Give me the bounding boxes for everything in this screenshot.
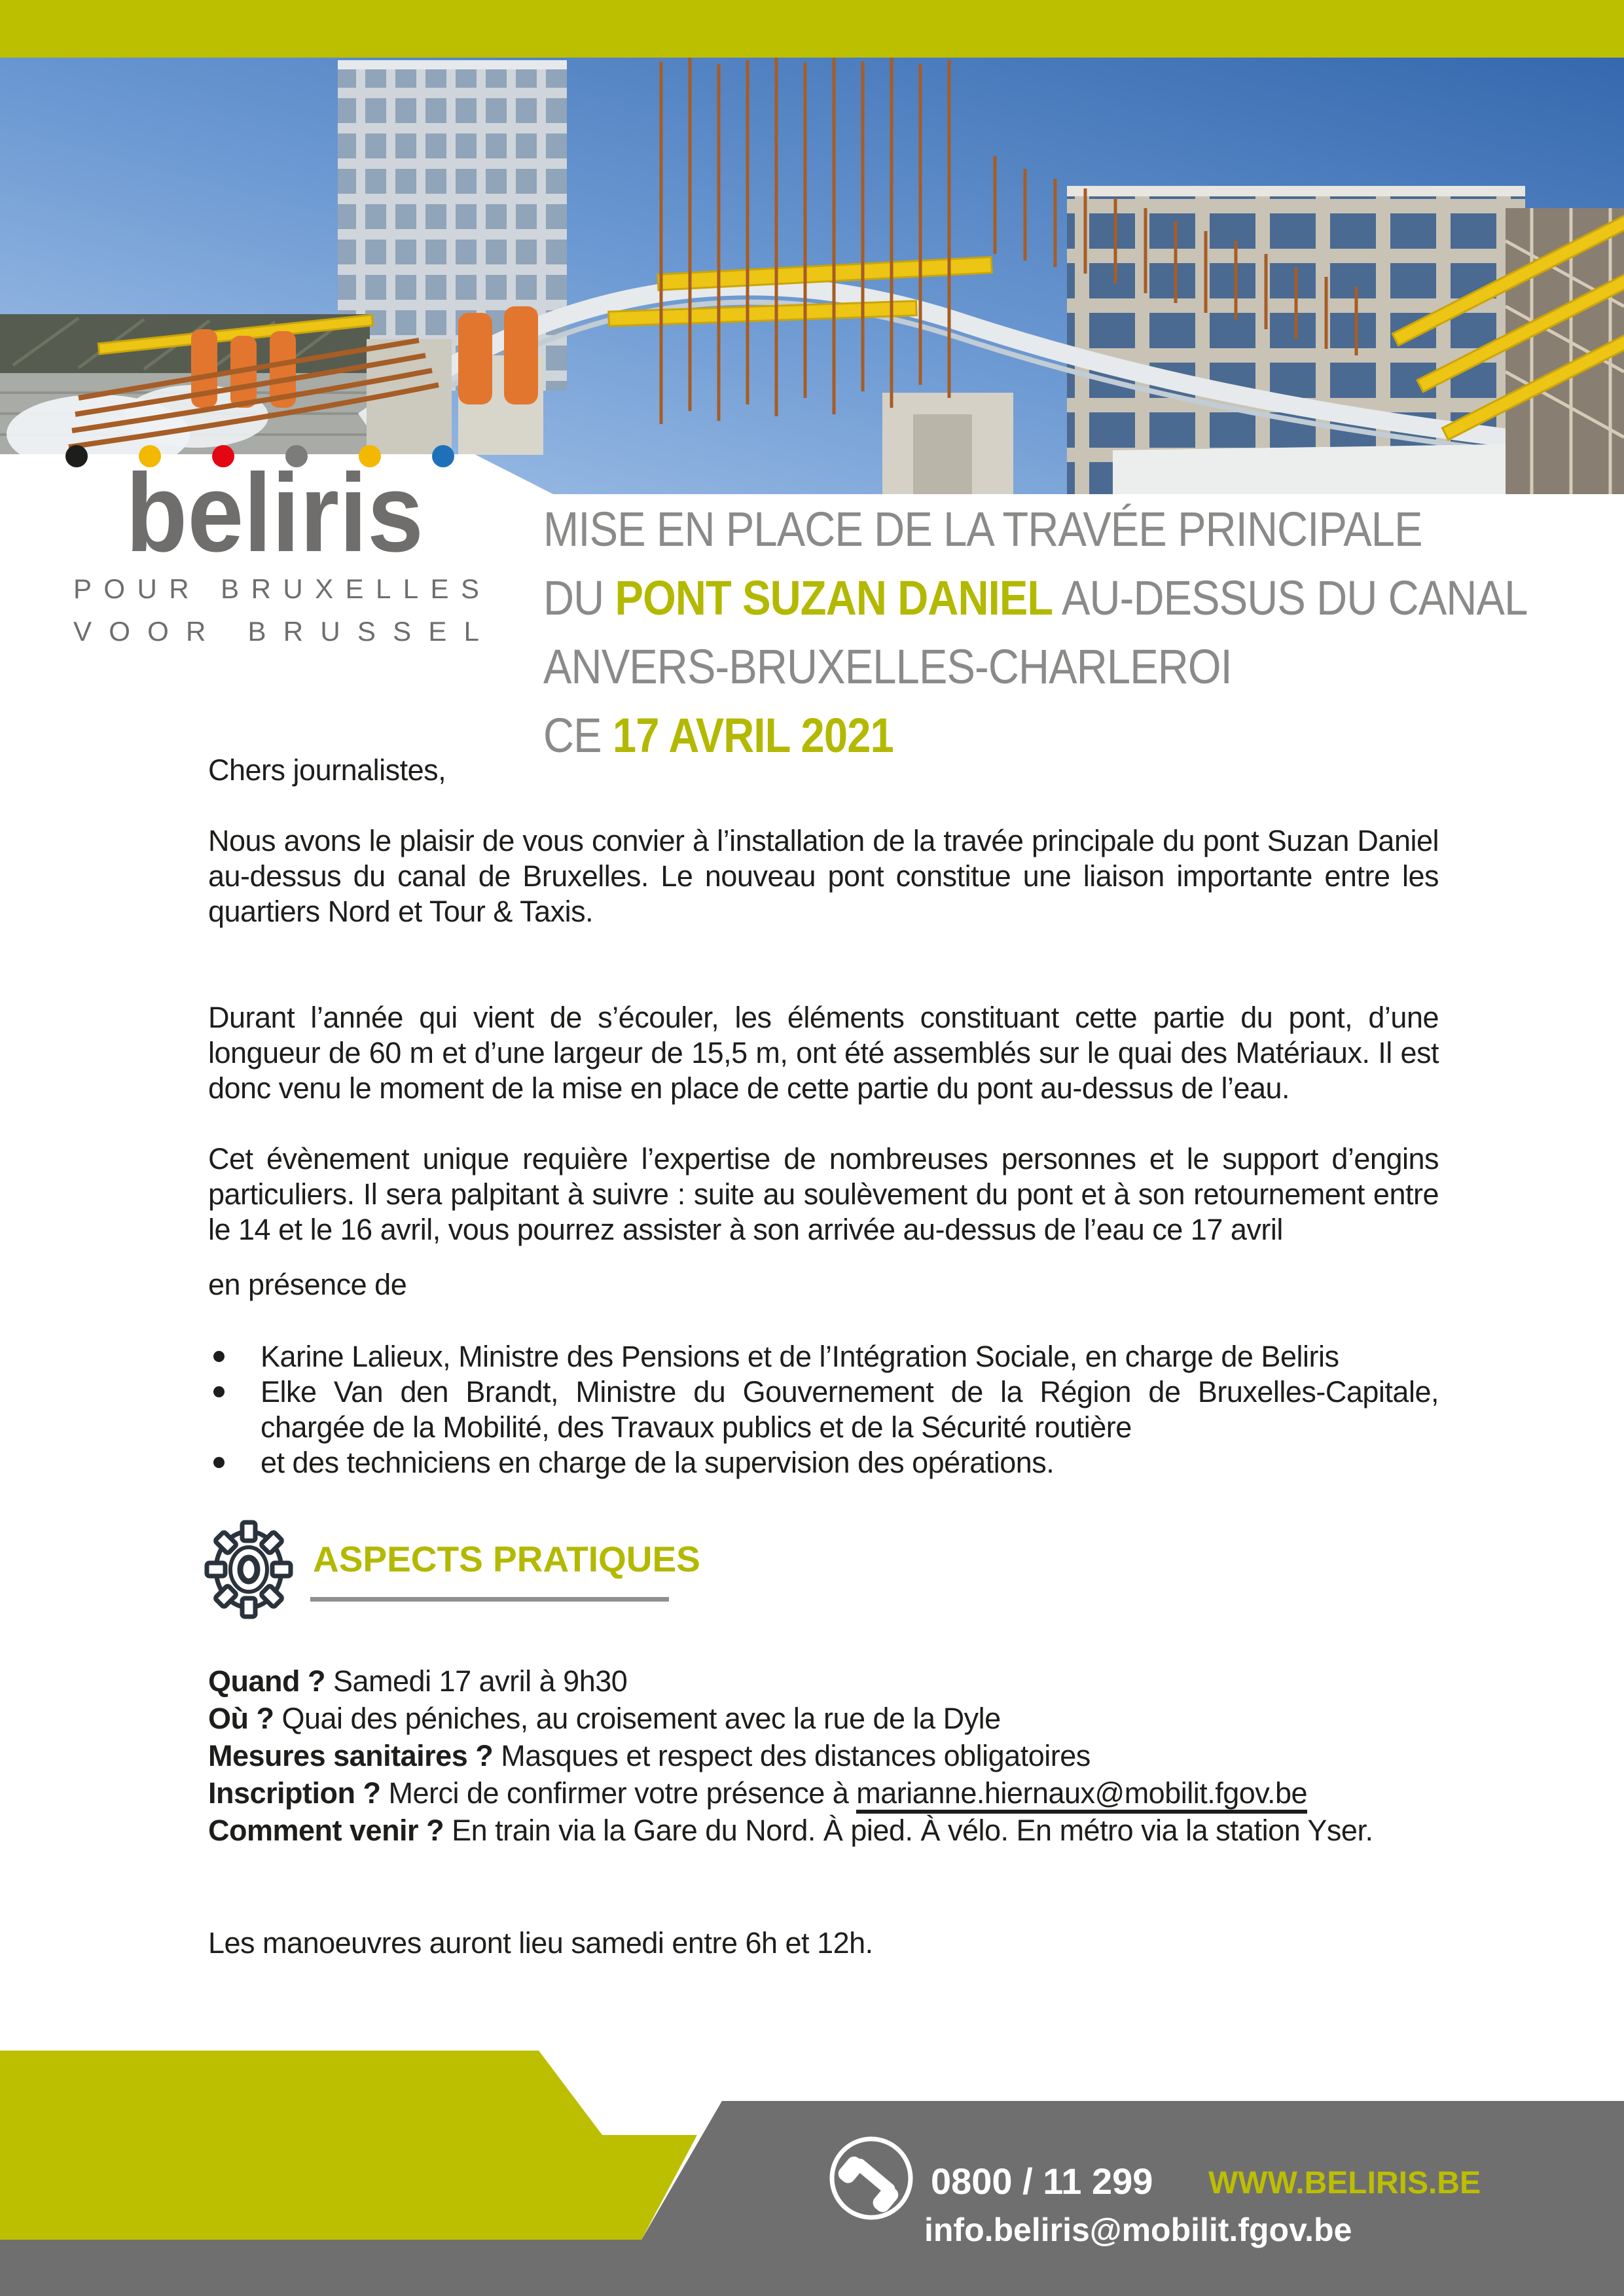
- practical-registration-value: Merci de confirmer votre présence à: [380, 1776, 857, 1810]
- practical-sanitary-label: Mesures sanitaires ?: [208, 1739, 494, 1772]
- footer-green-shape: [0, 2051, 697, 2240]
- practical-sanitary: [208, 1737, 1439, 1774]
- footer-phone-number[interactable]: 0800 / 11 299: [931, 2161, 1153, 2202]
- title-line-1: [543, 495, 1557, 564]
- salutation: Chers journalistes,: [208, 753, 446, 787]
- logo-dot-blue: [432, 445, 454, 467]
- title-text-2b: AU-DESSUS DU CANAL: [1053, 571, 1528, 625]
- logo-dot-black: [65, 445, 88, 467]
- title-bridge-name: PONT SUZAN DANIEL: [615, 571, 1053, 625]
- title-text-4a: CE: [543, 708, 613, 762]
- practical-sanitary-value: Masques et respect des distances obligatoires: [493, 1739, 1091, 1772]
- title-text-2a: DU: [543, 571, 615, 625]
- paragraph-1: Nous avons le plaisir de vous convier à l’installation de la travée principale du pont Suzan Daniel au-dessus du canal de Bruxelles. Le nouveau pont constitue une liaison importante entre les quartiers Nord et Tour & Taxis.: [208, 824, 1439, 928]
- registration-email-link[interactable]: marianne.hiernaux@mobilit.fgov.be: [856, 1776, 1307, 1814]
- paragraph-2: Durant l’année qui vient de s’écouler, les éléments constituant cette partie du pont, d’une longueur de 60 m et d’une largeur de 15,5 m, ont été assemblés sur le quai des Matériaux. Il est donc venu le moment de la mise en place de cette partie du pont au-dessus de l’eau.: [208, 1001, 1439, 1105]
- practical-registration-label: Inscription ?: [208, 1776, 381, 1810]
- practical-access-label: Comment venir ?: [208, 1814, 444, 1847]
- heading-underline: [310, 1597, 669, 1602]
- practical-heading: ASPECTS PRATIQUES: [313, 1539, 700, 1579]
- title-line-2: [543, 564, 1557, 632]
- paragraph-3: Cet évènement unique requière l’expertise de nombreuses personnes et le support d’engins particuliers. Il sera palpitant à suivre : suite au soulèvement du pont et à son retournement entre le 14 et le 16 avril, vous pourrez assister à son arrivée au-dessus de l’eau ce 17 avril: [208, 1142, 1439, 1246]
- practical-where: [208, 1700, 1439, 1737]
- title-line-3: [543, 632, 1557, 701]
- page-title: [543, 495, 1557, 770]
- practical-details: [208, 1662, 1439, 1849]
- practical-where-label: Où ?: [208, 1702, 274, 1735]
- practical-access: [208, 1812, 1439, 1849]
- footer-shapes: [0, 2003, 1624, 2296]
- practical-when-label: Quand ?: [208, 1664, 325, 1698]
- logo-wordmark: beliris: [126, 451, 424, 575]
- practical-access-value: En train via la Gare du Nord. À pied. À vélo. En métro via la station Yser.: [444, 1814, 1373, 1847]
- practical-when: [208, 1662, 1439, 1700]
- practical-when-value: Samedi 17 avril à 9h30: [325, 1664, 628, 1698]
- footer-website-link[interactable]: WWW.BELIRIS.BE: [1208, 2166, 1481, 2200]
- gear-icon: [203, 1516, 295, 1624]
- practical-where-value: Quai des péniches, au croisement avec la rue de la Dyle: [274, 1702, 1001, 1735]
- footer-email-link[interactable]: info.beliris@mobilit.fgov.be: [924, 2212, 1352, 2248]
- presence-intro: en présence de: [208, 1268, 407, 1301]
- logo-tagline-fr: POUR BRUXELLES: [73, 573, 479, 604]
- practical-registration: [208, 1774, 1439, 1812]
- closing-note: Les manoeuvres auront lieu samedi entre 6h et 12h.: [208, 1926, 873, 1960]
- logo-tagline-nl: VOOR BRUSSEL: [73, 616, 479, 647]
- attendees-list: [208, 1339, 1439, 1480]
- list-item: Elke Van den Brandt, Ministre du Gouvernement de la Région de Bruxelles-Capitale, chargée de la Mobilité, des Travaux publics et de la Sécurité routière: [208, 1374, 1439, 1445]
- list-item: et des techniciens en charge de la supervision des opérations.: [208, 1445, 1439, 1480]
- title-text-3: ANVERS-BRUXELLES-CHARLEROI: [543, 639, 1232, 694]
- list-item: Karine Lalieux, Ministre des Pensions et de l’Intégration Sociale, en charge de Beliris: [208, 1339, 1439, 1374]
- title-date: 17 AVRIL 2021: [612, 708, 893, 762]
- beliris-logo: [60, 420, 492, 649]
- title-text-1: MISE EN PLACE DE LA TRAVÉE PRINCIPALE: [543, 502, 1422, 556]
